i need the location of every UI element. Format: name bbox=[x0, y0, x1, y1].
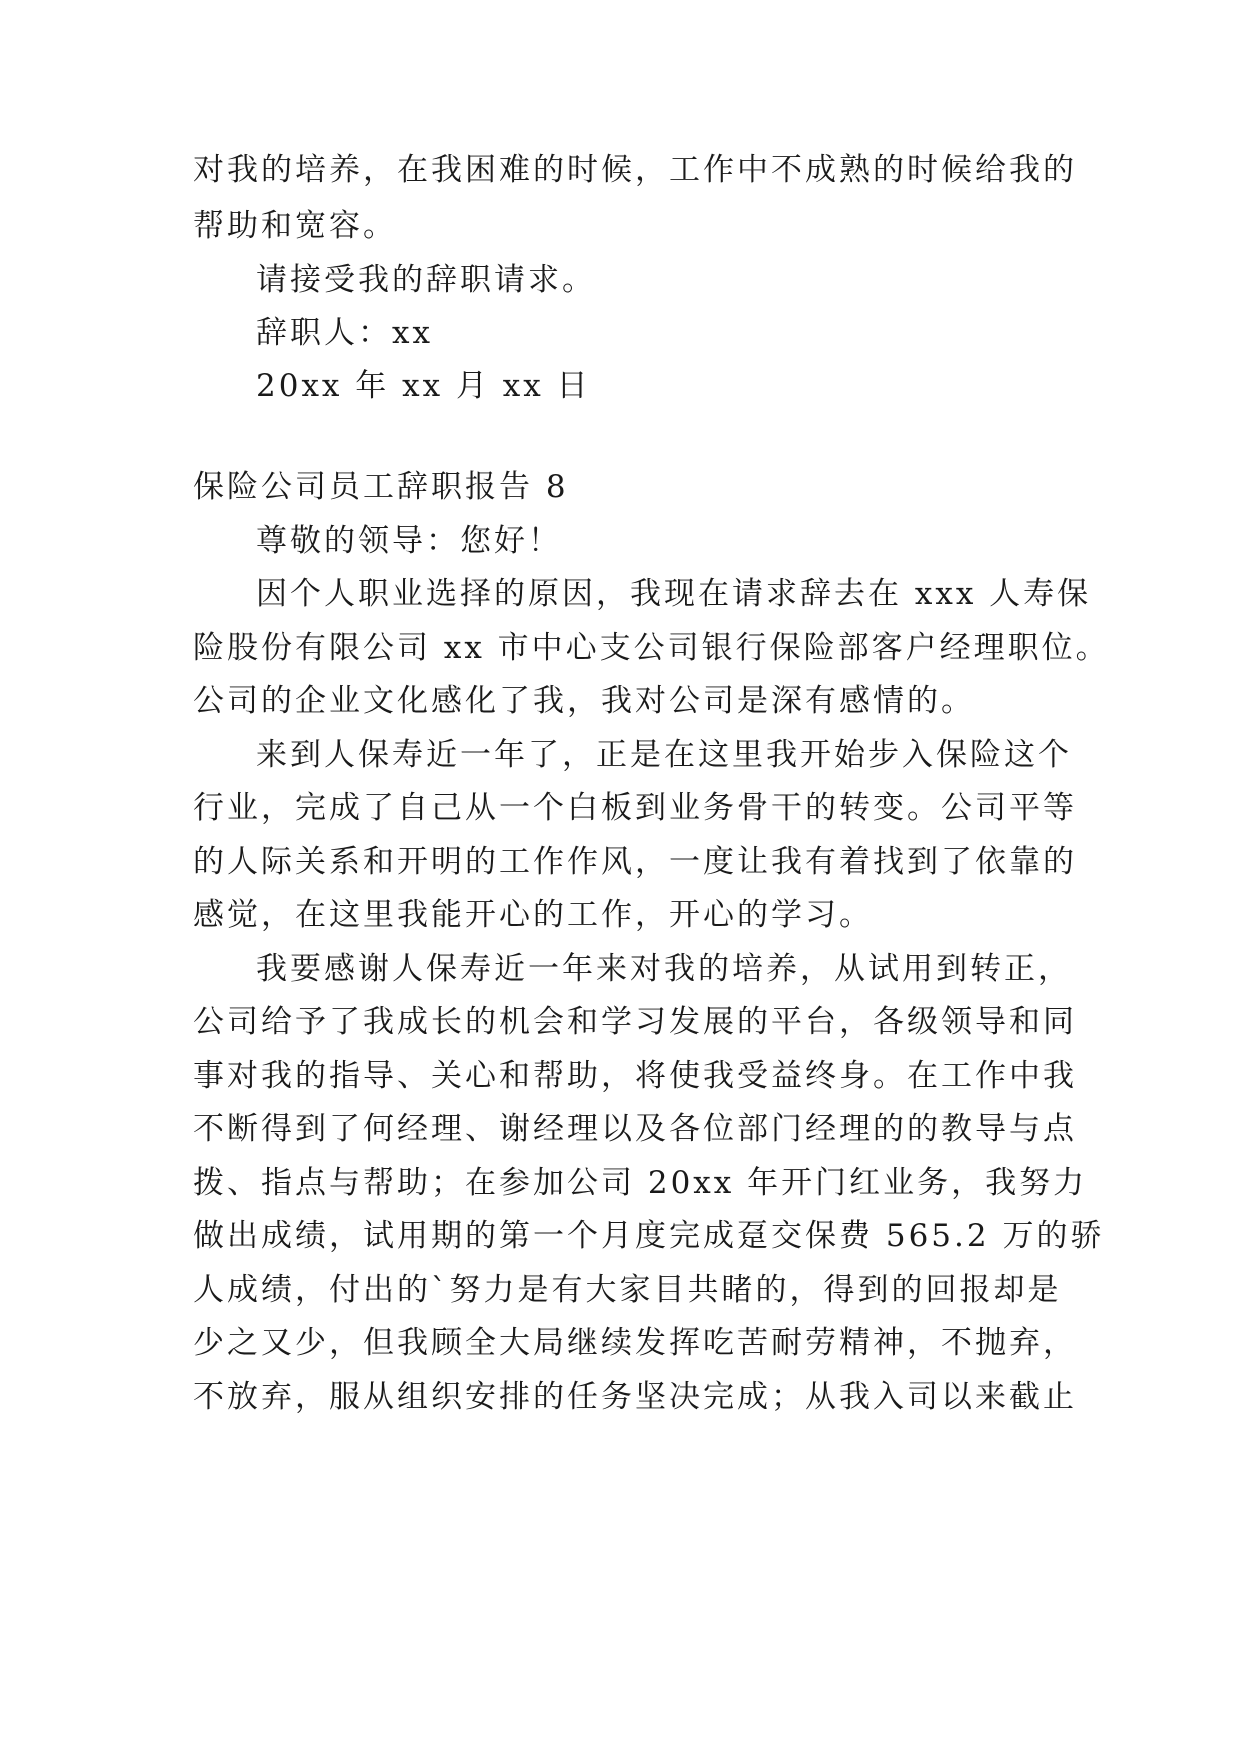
date-line: 20xx 年 xx 月 xx 日 bbox=[256, 368, 591, 404]
body-text-line: 不放弃，服从组织安排的任务坚决完成；从我入司以来截止 bbox=[193, 1379, 1077, 1415]
body-text-line: 公司给予了我成长的机会和学习发展的平台，各级领导和同 bbox=[193, 1004, 1077, 1040]
salutation: 尊敬的领导：您好！ bbox=[256, 523, 562, 559]
body-text-line: 少之又少，但我顾全大局继续发挥吃苦耐劳精神，不抛弃， bbox=[193, 1325, 1077, 1361]
body-text-line: 事对我的指导、关心和帮助，将使我受益终身。在工作中我 bbox=[193, 1058, 1077, 1094]
body-text-line: 感觉，在这里我能开心的工作，开心的学习。 bbox=[193, 897, 873, 933]
body-text-line: 拨、指点与帮助；在参加公司 20xx 年开门红业务，我努力 bbox=[193, 1165, 1088, 1201]
body-text-line: 险股份有限公司 xx 市中心支公司银行保险部客户经理职位。 bbox=[193, 630, 1110, 666]
body-text-line: 来到人保寿近一年了，正是在这里我开始步入保险这个 bbox=[256, 737, 1072, 773]
body-text-line: 对我的培养，在我困难的时候，工作中不成熟的时候给我的 bbox=[193, 152, 1077, 188]
body-text-line: 我要感谢人保寿近一年来对我的培养，从试用到转正， bbox=[256, 951, 1072, 987]
body-text-line: 因个人职业选择的原因，我现在请求辞去在 xxx 人寿保 bbox=[256, 576, 1092, 612]
body-text-line: 帮助和宽容。 bbox=[193, 208, 397, 244]
body-text-line: 人成绩，付出的`努力是有大家目共睹的，得到的回报却是 bbox=[193, 1272, 1062, 1308]
closing-request: 请接受我的辞职请求。 bbox=[256, 262, 596, 298]
body-text-line: 行业，完成了自己从一个白板到业务骨干的转变。公司平等 bbox=[193, 790, 1077, 826]
body-text-line: 不断得到了何经理、谢经理以及各位部门经理的的教导与点 bbox=[193, 1111, 1077, 1147]
section-heading: 保险公司员工辞职报告 8 bbox=[193, 469, 569, 505]
body-text-line: 做出成绩，试用期的第一个月度完成趸交保费 565.2 万的骄 bbox=[193, 1218, 1105, 1254]
body-text-line: 公司的企业文化感化了我，我对公司是深有感情的。 bbox=[193, 683, 975, 719]
body-text-line: 的人际关系和开明的工作作风，一度让我有着找到了依靠的 bbox=[193, 844, 1077, 880]
signature-line: 辞职人：xx bbox=[256, 315, 433, 351]
